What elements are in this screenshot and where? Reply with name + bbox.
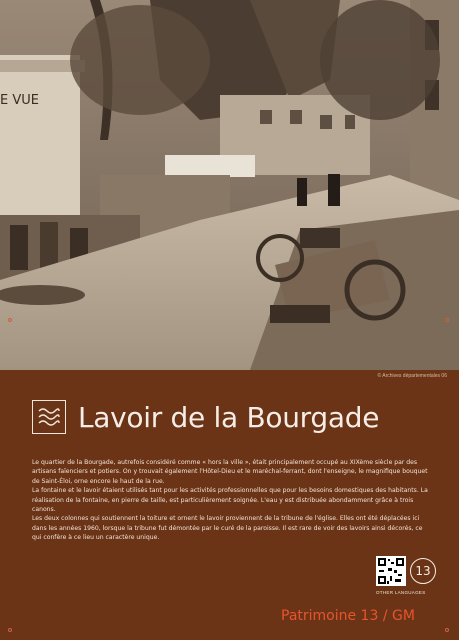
paragraph-history: Le quartier de la Bourgade, autrefois considéré comme « hors la ville », était principalement occupé au XIXème siècle par des artisans faïenciers et potiers. On y trouvait également l'Hôtel-Dieu et le maréchal-ferrant, dont l'enseigne, le magnifique bouquet de Saint-Éloi, orne encore le haut de la rue. [32, 459, 428, 485]
corner-dot [445, 628, 449, 632]
title-row [32, 400, 379, 434]
paragraph-fountain: La fontaine et le lavoir étaient utilisés tant pour les activités professionnelles que pour les besoins domestiques des habitants. La réalisation de la fontaine, en pierre de taille, est particulièrement soignée. L'eau y est distribuée abondamment grâce à trois canons. [32, 487, 428, 514]
page-title: Lavoir de la Bourgade [78, 400, 380, 434]
corner-dot [8, 318, 12, 322]
wall-sign-text: E VUE [0, 93, 39, 108]
qr-code-icon[interactable] [376, 556, 406, 586]
footer-heritage-label: Patrimoine 13 / GM [281, 608, 415, 624]
corner-dot [445, 318, 449, 322]
qr-block[interactable] [376, 556, 436, 586]
corner-dot [8, 628, 12, 632]
other-languages-label: OTHER LANGUAGES [376, 590, 426, 595]
description-text [32, 458, 430, 543]
water-waves-icon [32, 400, 66, 434]
language-count-badge: 13 [410, 558, 436, 584]
paragraph-columns: Les deux colonnes qui soutiennent la toiture et ornent le lavoir proviennent de la tribune de l'église. Elles ont été déplacées ici dans les années 1960, lorsque la tribune fut démontée par le curé de la paroisse. Il est rare de voir des lavoirs ainsi décorés, ce qui confère à ce lieu un caractère unique. [32, 515, 423, 542]
photo-credit: © Archives départementales 06 [377, 373, 447, 379]
